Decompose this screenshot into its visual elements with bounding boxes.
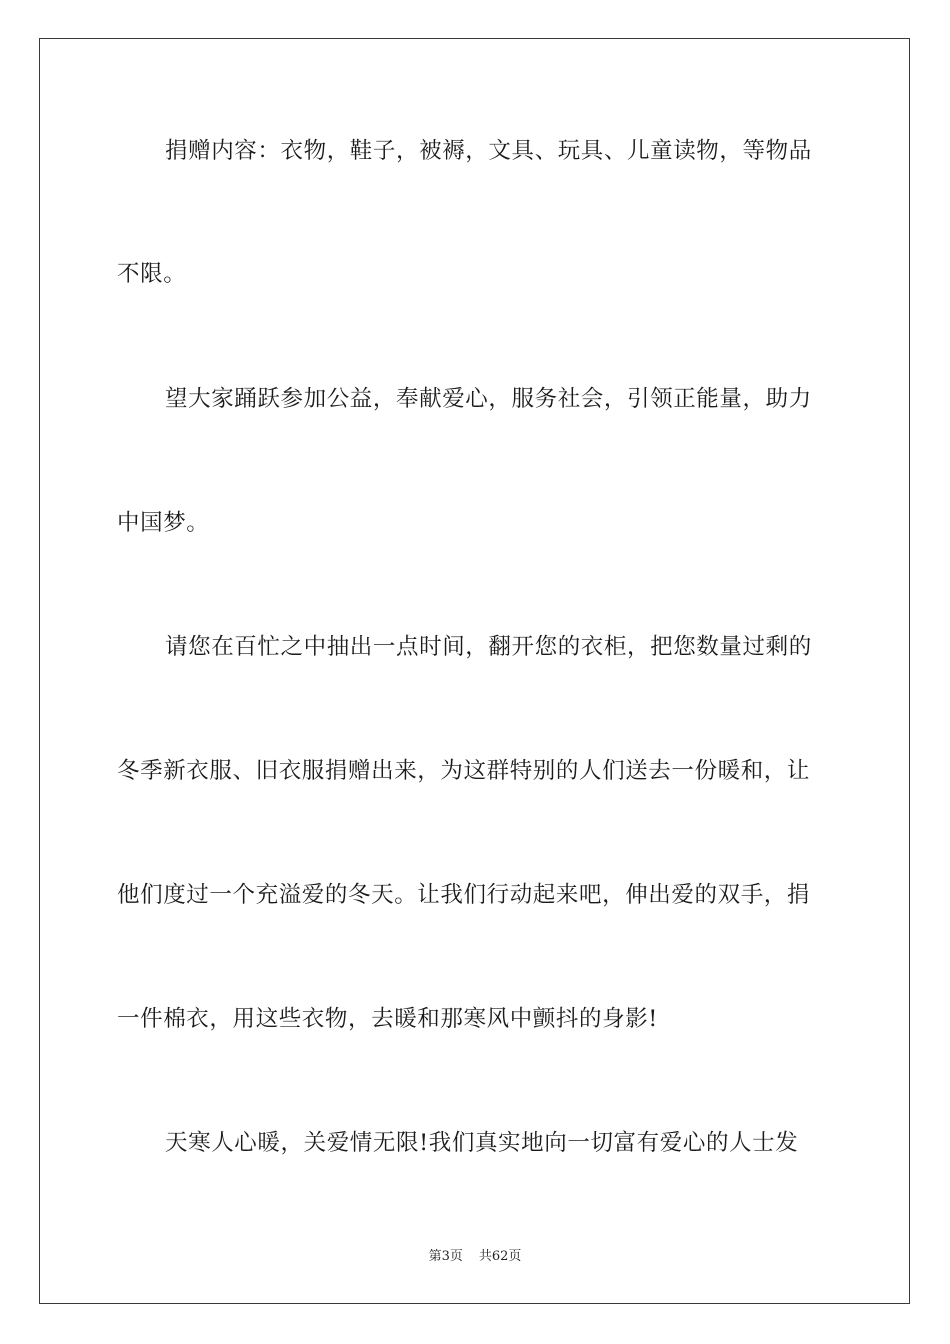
page-total: 共62页 — [478, 1249, 522, 1264]
paragraph-line: 望大家踊跃参加公益，奉献爱心，服务社会，引领正能量，助力 — [165, 386, 812, 412]
page-footer — [0, 1248, 950, 1266]
paragraph-line: 他们度过一个充溢爱的冬天。让我们行动起来吧，伸出爱的双手，捐 — [117, 882, 811, 908]
paragraph-line: 一件棉衣，用这些衣物，去暖和那寒风中颤抖的身影! — [117, 1006, 658, 1032]
page-border — [39, 38, 910, 1304]
paragraph-line: 天寒人心暖，关爱情无限!我们真实地向一切富有爱心的人士发 — [165, 1130, 799, 1156]
paragraph-line: 请您在百忙之中抽出一点时间，翻开您的衣柜，把您数量过剩的 — [165, 634, 812, 660]
paragraph-line: 不限。 — [117, 261, 187, 287]
paragraph-line: 冬季新衣服、旧衣服捐赠出来，为这群特别的人们送去一份暖和，让 — [117, 758, 811, 784]
paragraph-line: 捐赠内容：衣物，鞋子，被褥，文具、玩具、儿童读物，等物品 — [165, 138, 812, 164]
paragraph-line: 中国梦。 — [117, 510, 210, 536]
page-number: 第3页 — [428, 1249, 463, 1264]
